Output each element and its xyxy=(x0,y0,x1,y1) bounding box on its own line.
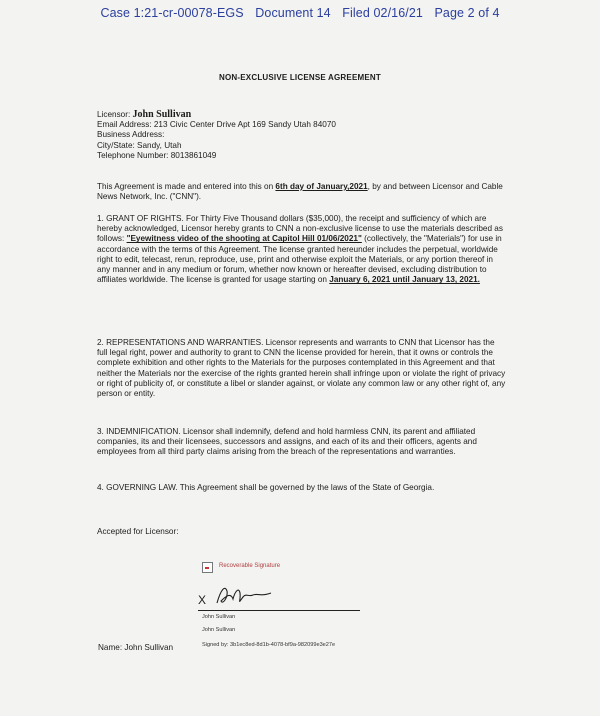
indemnification-paragraph: 3. INDEMNIFICATION. Licensor shall indemnify, defend and hold harmless CNN, its parent and affiliated companies, its and their licensees, successors and assigns, and each of its and their officers, agents and employees from all third party claims arising from the breach of the representations and warranties. xyxy=(97,427,477,457)
signed-by-id: Signed by: 3b1ec8ed-8d1b-4078-bf9a-982099e3e27e xyxy=(202,642,336,648)
page-number: Page 2 of 4 xyxy=(434,6,500,20)
signer-name-2: John Sullivan xyxy=(202,627,236,633)
signer-name-1: John Sullivan xyxy=(202,614,236,620)
licensor-label: Licensor: xyxy=(97,110,131,119)
governing-law-paragraph: 4. GOVERNING LAW. This Agreement shall be governed by the laws of the State of Georgia. xyxy=(97,483,435,492)
intro-paragraph: This Agreement is made and entered into this on 6th day of January,2021, by and between Licensor and Cable News Network, Inc. ("CNN"). xyxy=(97,182,503,202)
signature-x: X xyxy=(198,593,207,607)
agreement-date: 6th day of January,2021 xyxy=(275,182,368,191)
printed-name: Name: John Sullivan xyxy=(98,643,174,652)
email-line: Email Address: 213 Civic Center Drive Apt 169 Sandy Utah 84070 xyxy=(97,120,336,130)
grant-of-rights-paragraph: 1. GRANT OF RIGHTS. For Thirty Five Thousand dollars ($35,000), the receipt and sufficiency of which are hereby acknowledged, Licensor hereby grants to CNN a non-exclusive license to use the materials described as follows: "Eyewitness video of the shooting at Capitol Hill 01/06/2021" (collectively, the "Materials") for use in accordance with the terms of this Agreement. The license granted hereunder includes the perpetual, worldwide right to edit, telecast, rerun, reproduce, use, print and otherwise exploit the Materials, or any portion thereof in any manner and in any medium or forum, whether now known or hereafter devised, excluding distribution to affiliates worldwide. The license is granted for usage starting on January 6, 2021 until January 13, 2021. xyxy=(97,214,503,285)
signature-line xyxy=(198,610,360,611)
recoverable-signature-icon xyxy=(202,562,213,573)
materials-description: "Eyewitness video of the shooting at Capitol Hill 01/06/2021" xyxy=(126,234,362,244)
licensor-name: John Sullivan xyxy=(132,109,192,120)
representations-paragraph: 2. REPRESENTATIONS AND WARRANTIES. Licensor represents and warrants to CNN that Licensor has the full legal right, power and authority to grant to CNN the license provided for herein, that it owns or controls the complete exhibition and other rights to the Materials for the purposes contemplated in this Agreement and that neither the Materials nor the exercise of the rights granted herein shall infringe upon or violate the right of privacy or right of publicity of, or constitute a libel or slander against, or violate any common law or any other right of, any person or entity. xyxy=(97,338,506,399)
license-dates: January 6, 2021 until January 13, 2021. xyxy=(329,275,480,285)
business-line: Business Address: xyxy=(97,130,165,140)
city-line: City/State: Sandy, Utah xyxy=(97,140,182,150)
recoverable-signature-label: Recoverable Signature xyxy=(219,563,281,569)
handwritten-signature xyxy=(213,583,275,609)
phone-line: Telephone Number: 8013861049 xyxy=(97,150,217,160)
agreement-title: NON-EXCLUSIVE LICENSE AGREEMENT xyxy=(219,73,381,82)
filed-date: Filed 02/16/21 xyxy=(342,6,423,20)
case-header xyxy=(0,6,600,20)
accepted-label: Accepted for Licensor: xyxy=(97,527,179,536)
licensor-info xyxy=(97,110,507,161)
document-number: Document 14 xyxy=(255,6,331,20)
case-number: Case 1:21-cr-00078-EGS xyxy=(100,6,244,20)
